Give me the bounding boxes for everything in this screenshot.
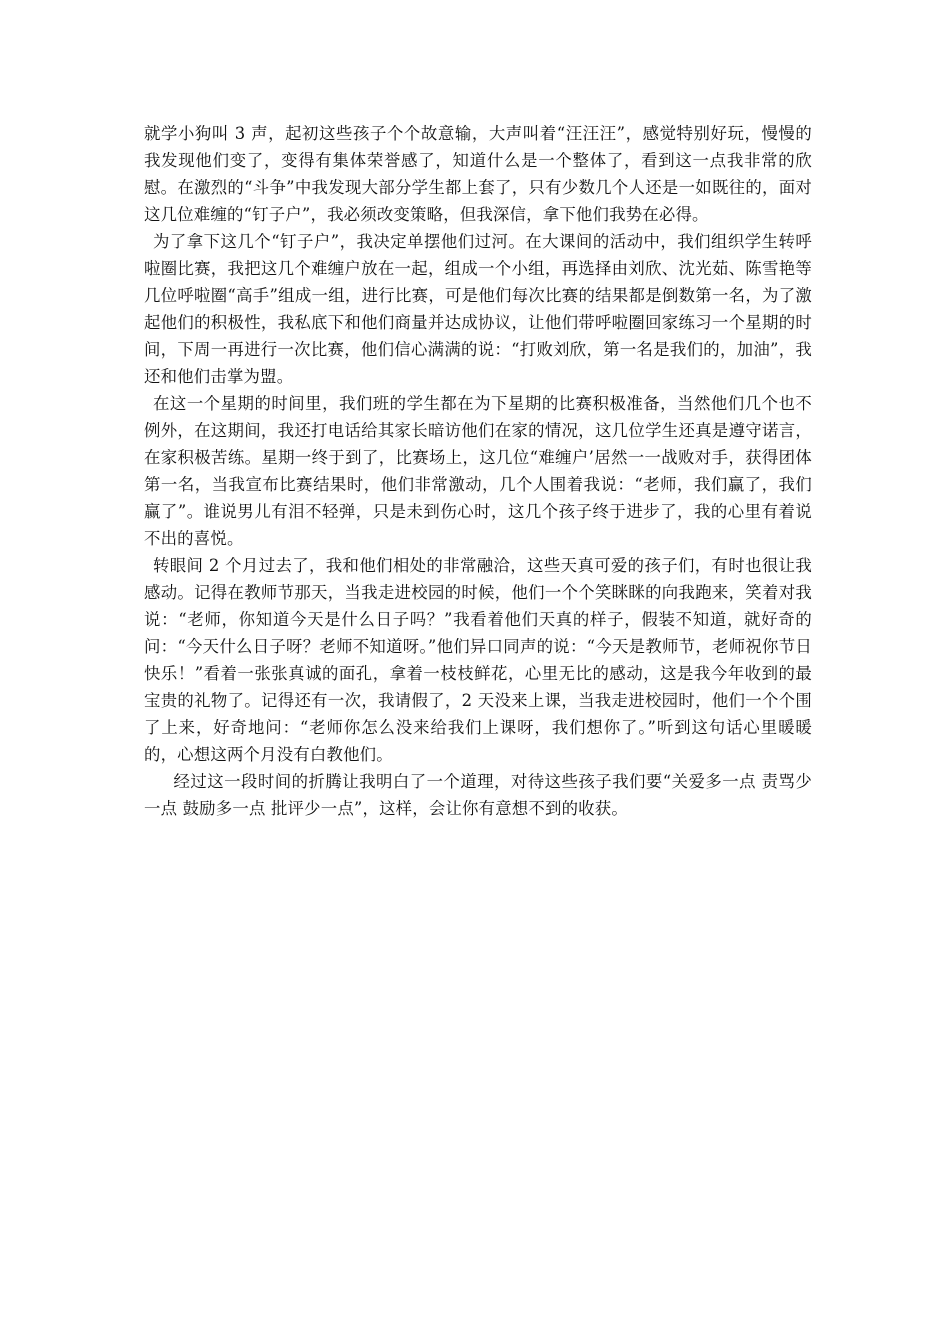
paragraph-2: 为了拿下这几个“钉子户”，我决定单摆他们过河。在大课间的活动中，我们组织学生转呼啦圈比赛，我把这几个难缠户放在一起，组成一个小组，再选择由刘欣、沈光茹、陈雪艳等几位呼啦圈“高手”组成一组，进行比赛，可是他们每次比赛的结果都是倒数第一名，为了激起他们的积极性，我私底下和他们商量并达成协议，让他们带呼啦圈回家练习一个星期的时间，下周一再进行一次比赛，他们信心满满的说：“打败刘欣，第一名是我们的，加油”，我还和他们击掌为盟。 <box>144 232 812 386</box>
document-body <box>144 120 812 822</box>
paragraph-3: 在这一个星期的时间里，我们班的学生都在为下星期的比赛积极准备，当然他们几个也不例外，在这期间，我还打电话给其家长暗访他们在家的情况，这几位学生还真是遵守诺言，在家积极苦练。星期一终于到了，比赛场上，这几位“难缠户’居然一一战败对手，获得团体第一名，当我宣布比赛结果时，他们非常激动，几个人围着我说：“老师，我们赢了，我们赢了”。谁说男儿有泪不轻弹，只是未到伤心时，这几个孩子终于进步了，我的心里有着说不出的喜悦。 <box>144 394 812 548</box>
paragraph-4: 转眼间 2 个月过去了，我和他们相处的非常融洽，这些天真可爱的孩子们，有时也很让我感动。记得在教师节那天，当我走进校园的时候，他们一个个笑眯眯的向我跑来，笑着对我说：“老师，你知道今天是什么日子吗？”我看着他们天真的样子，假装不知道，就好奇的问：“今天什么日子呀？老师不知道呀。”他们异口同声的说：“今天是教师节，老师祝你节日快乐！”看着一张张真诚的面孔，拿着一枝枝鲜花，心里无比的感动，这是我今年收到的最宝贵的礼物了。记得还有一次，我请假了，2 天没来上课，当我走进校园时，他们一个个围了上来，好奇地问：“老师你怎么没来给我们上课呀，我们想你了。”听到这句话心里暖暖的，心想这两个月没有白教他们。 <box>144 556 812 764</box>
paragraph-1: 就学小狗叫 3 声，起初这些孩子个个故意输，大声叫着“汪汪汪”，感觉特别好玩，慢慢的我发现他们变了，变得有集体荣誉感了，知道什么是一个整体了，看到这一点我非常的欣慰。在激烈的“斗争”中我发现大部分学生都上套了，只有少数几个人还是一如既往的，面对这几位难缠的“钉子户”，我必须改变策略，但我深信，拿下他们我势在必得。 <box>144 124 812 224</box>
paragraph-5: 经过这一段时间的折腾让我明白了一个道理，对待这些孩子我们要“关爱多一点 责骂少一点 鼓励多一点 批评少一点”，这样，会让你有意想不到的收获。 <box>144 772 812 818</box>
